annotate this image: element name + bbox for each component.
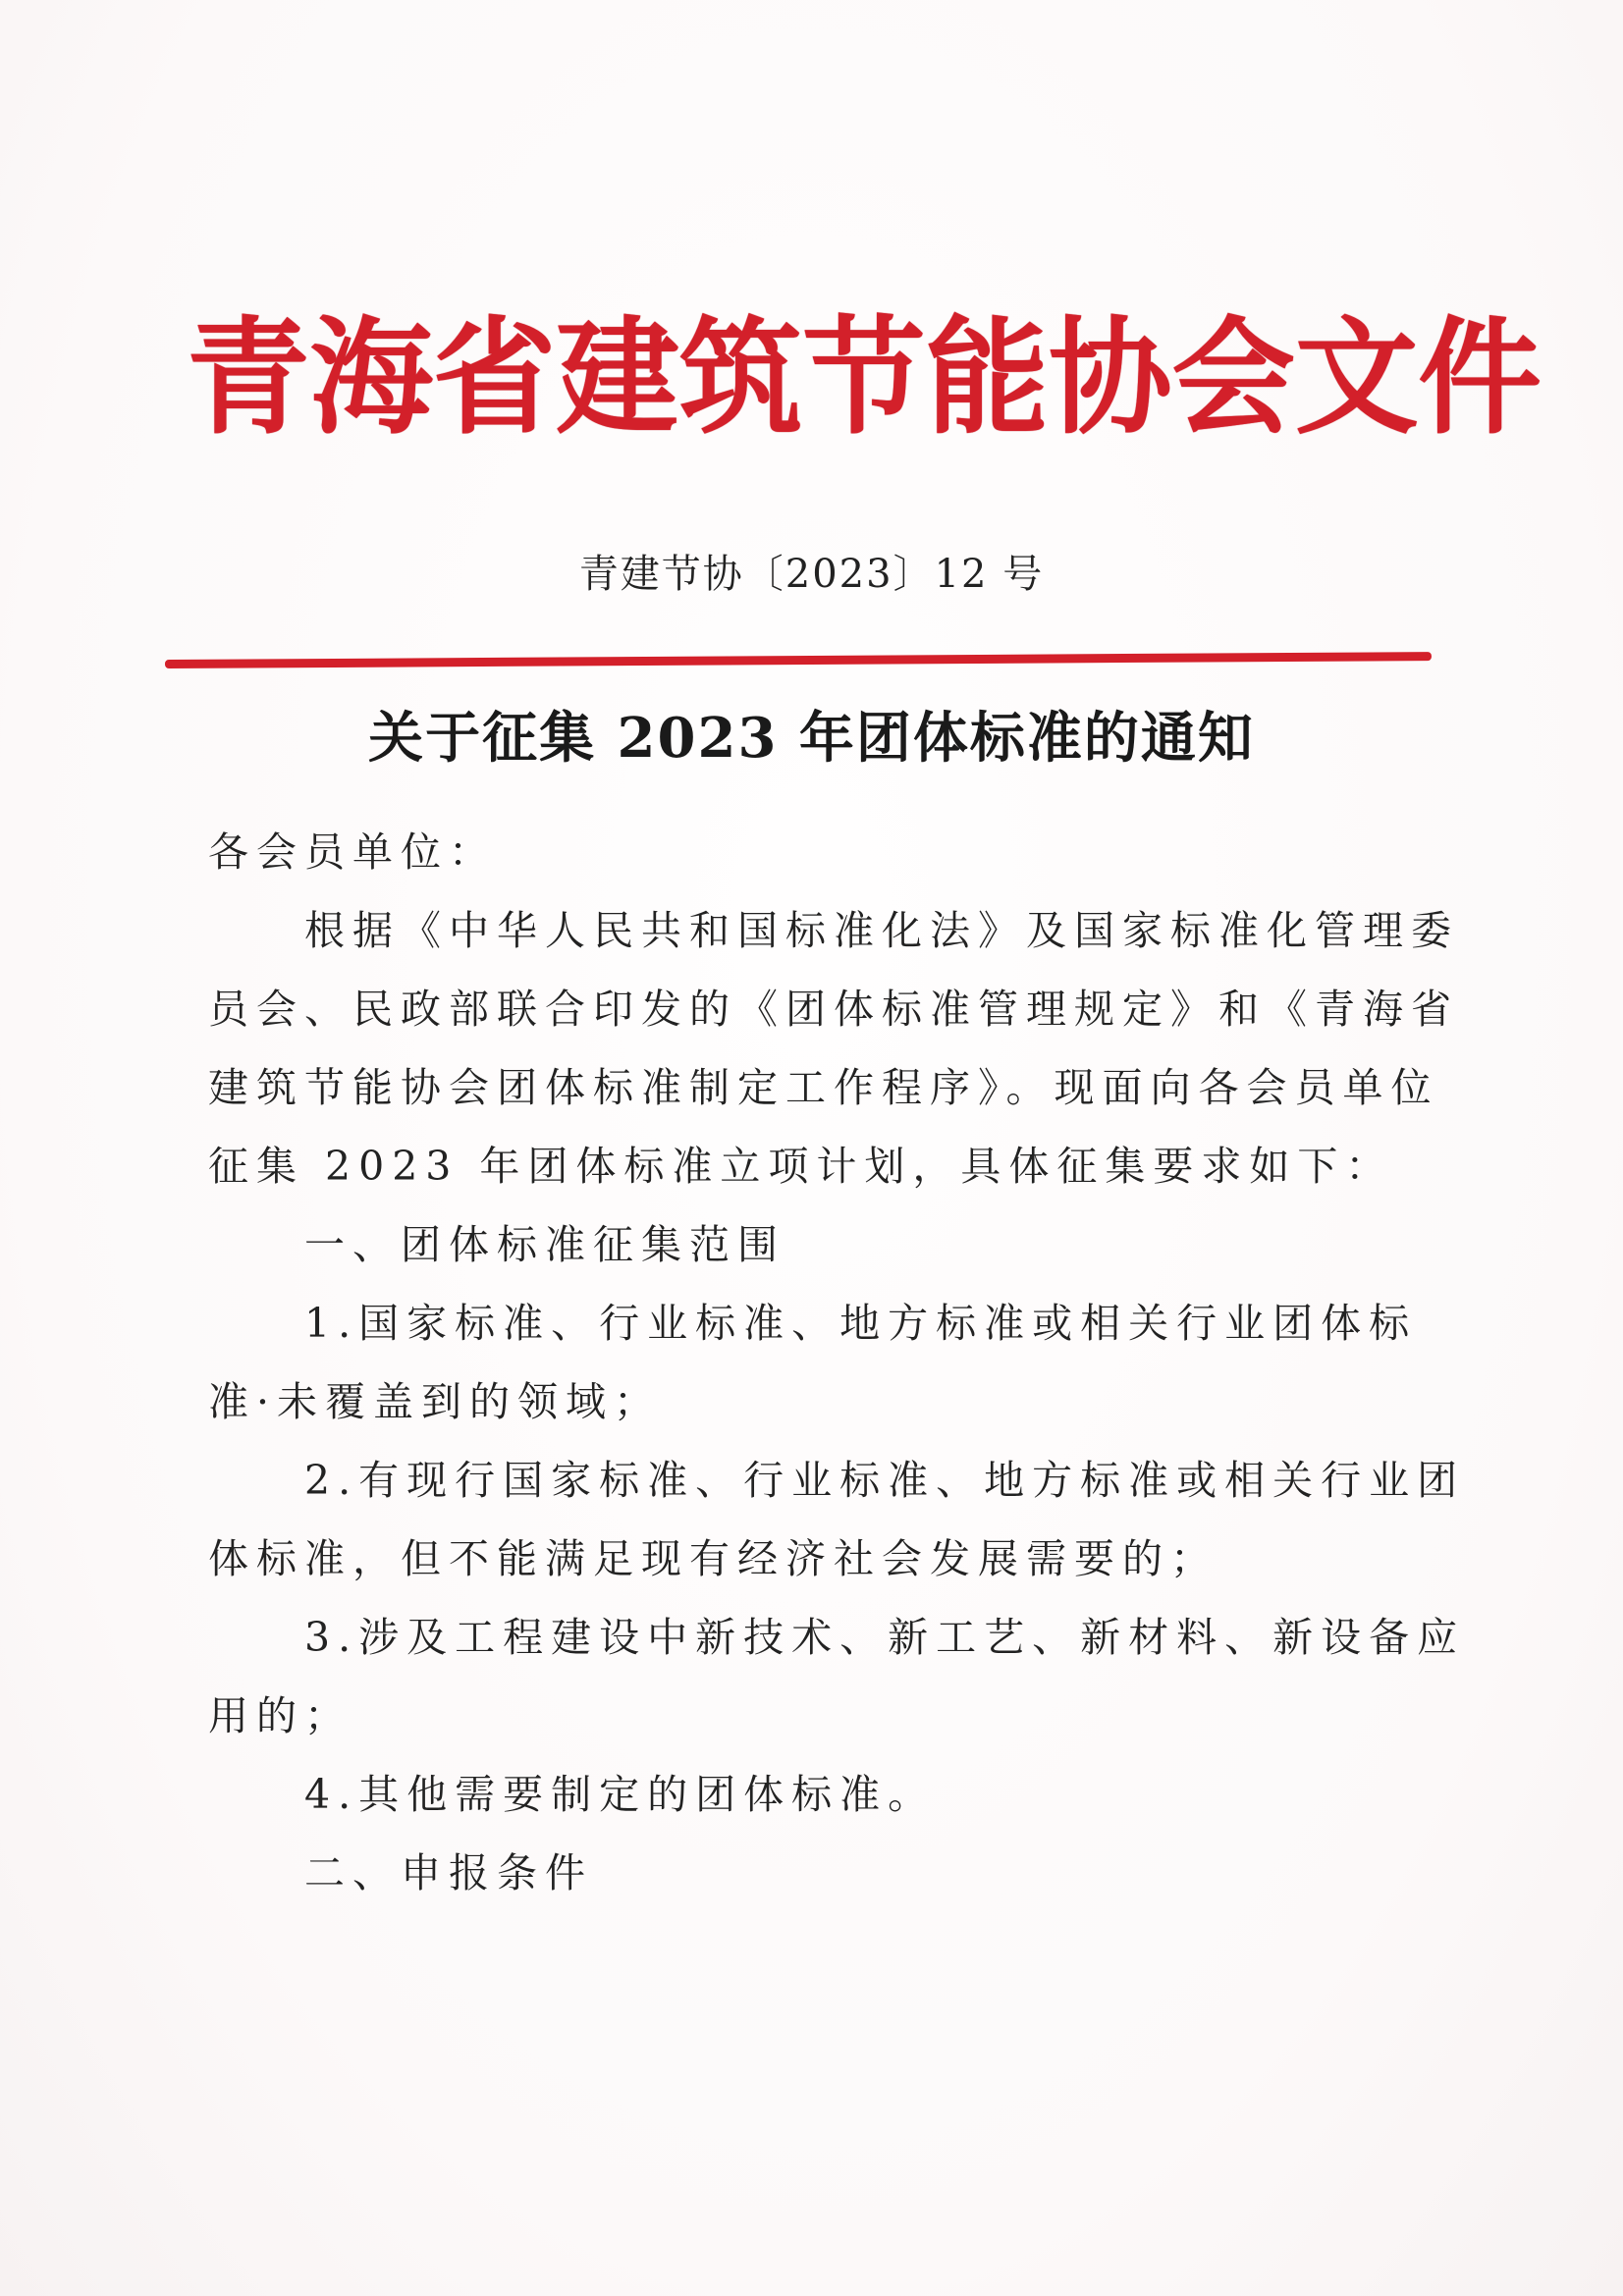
list-item-line: 体标准，但不能满足现有经济社会发展需要的； bbox=[208, 1535, 1218, 1582]
document-number: 青建节协〔2023〕12 号 bbox=[578, 552, 1045, 597]
list-item-line: 4.其他需要制定的团体标准。 bbox=[304, 1771, 937, 1818]
paragraph-line: 员会、民政部联合印发的《团体标准管理规定》和《青海省 bbox=[208, 986, 1459, 1033]
masthead-title: 青海省建筑节能协会文件 bbox=[187, 304, 1542, 452]
paragraph-line: 征集 2023 年团体标准立项计划，具体征集要求如下： bbox=[208, 1143, 1394, 1190]
red-divider-line bbox=[165, 652, 1432, 668]
salutation: 各会员单位： bbox=[208, 828, 497, 876]
section-heading: 二、申报条件 bbox=[304, 1849, 593, 1896]
paragraph-line: 根据《中华人民共和国标准化法》及国家标准化管理委 bbox=[304, 907, 1459, 954]
notice-title: 关于征集 2023 年团体标准的通知 bbox=[368, 706, 1255, 771]
list-item-line: 3.涉及工程建设中新技术、新工艺、新材料、新设备应 bbox=[304, 1614, 1466, 1661]
list-item-line: 准·未覆盖到的领域； bbox=[208, 1378, 663, 1425]
section-heading: 一、团体标准征集范围 bbox=[304, 1221, 785, 1268]
paragraph-line: 建筑节能协会团体标准制定工作程序》。现面向各会员单位 bbox=[208, 1064, 1439, 1111]
list-item-line: 用的； bbox=[208, 1692, 352, 1739]
list-item-line: 1.国家标准、行业标准、地方标准或相关行业团体标 bbox=[304, 1300, 1418, 1347]
list-item-line: 2.有现行国家标准、行业标准、地方标准或相关行业团 bbox=[304, 1457, 1466, 1504]
